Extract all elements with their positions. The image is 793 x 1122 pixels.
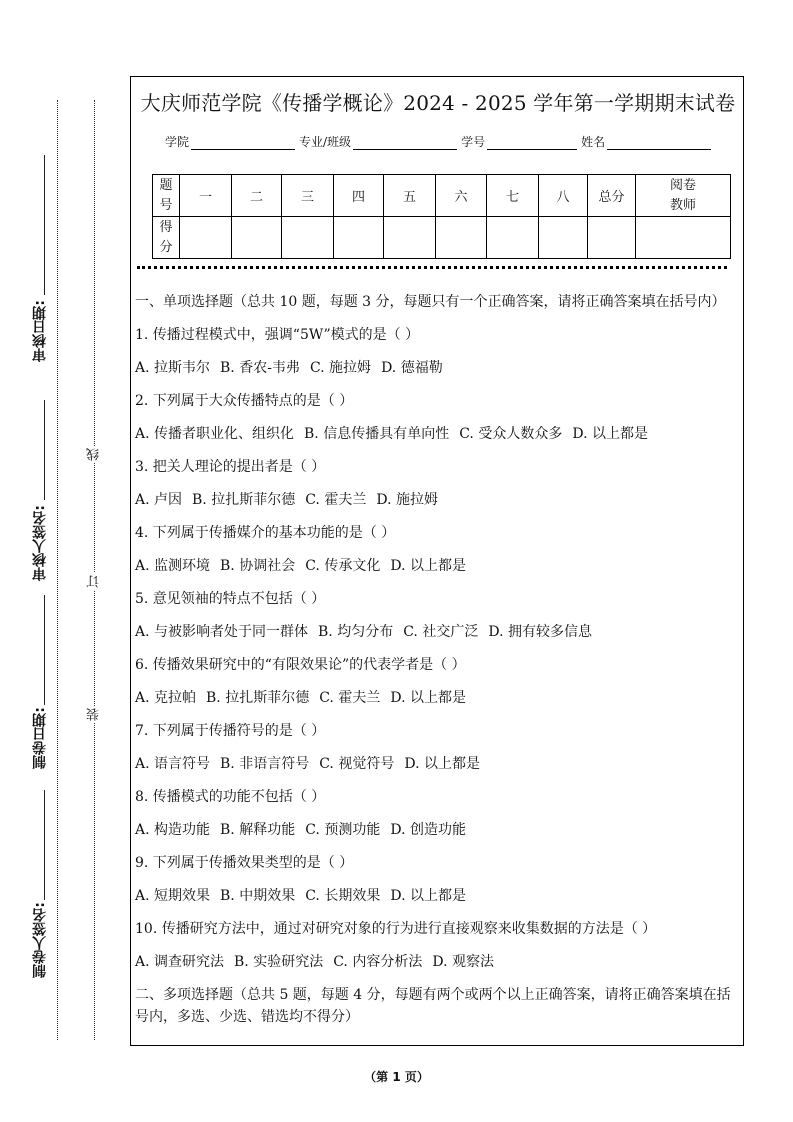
option: D. 施拉姆 <box>376 492 438 508</box>
exam-frame <box>130 76 744 1046</box>
option: A. 克拉帕 <box>135 690 197 706</box>
score-cell[interactable] <box>636 217 731 259</box>
option: B. 均匀分布 <box>318 624 394 640</box>
exam-title: 大庆师范学院《传播学概论》2024 - 2025 学年第一学期期末试卷 <box>140 91 736 115</box>
option: A. 拉斯韦尔 <box>135 360 211 376</box>
option: A. 监测环境 <box>135 558 211 574</box>
margin-dotted-line-inner <box>94 100 95 1040</box>
option: D. 以上都是 <box>390 690 466 706</box>
paper-date-underline <box>44 595 45 705</box>
section-1-heading: 一、单项选择题（总共 10 题，每题 3 分，每题只有一个正确答案，请将正确答案填在括号内） <box>135 294 726 310</box>
option: D. 拥有较多信息 <box>488 624 592 640</box>
question-content <box>135 291 741 1028</box>
score-table <box>152 174 731 259</box>
option: B. 解释功能 <box>220 822 296 838</box>
section-2-heading: 二、多项选择题（总共 5 题，每题 4 分，每题有两个或两个以上正确答案，请将正确答案填在括号内，多选、少选、错选均不得分） <box>135 987 731 1025</box>
paper-date-label: 制卷日期: <box>32 707 48 769</box>
option: A. 构造功能 <box>135 822 211 838</box>
score-col-3: 三 <box>282 175 334 217</box>
option: B. 实验研究法 <box>234 954 324 970</box>
binding-mark-bind: 装 <box>87 708 102 721</box>
college-field[interactable] <box>191 137 295 150</box>
option: A. 调查研究法 <box>135 954 225 970</box>
score-col-7: 七 <box>487 175 539 217</box>
reviewer-signature-label: 审核人签名: <box>32 505 48 581</box>
option: A. 传播者职业化、组织化 <box>135 426 295 442</box>
dotted-separator <box>137 266 727 269</box>
option: C. 预测功能 <box>305 822 381 838</box>
paper-author-underline <box>44 790 45 900</box>
score-table-lead-cell: 题 号 <box>153 175 180 217</box>
option: C. 受众人数众多 <box>459 426 563 442</box>
college-label: 学院 <box>165 135 190 149</box>
major-class-label: 专业/班级 <box>299 135 352 149</box>
option: D. 以上都是 <box>404 756 480 772</box>
question-3: 3. 把关人理论的提出者是（ ） <box>135 459 326 475</box>
question-8-options <box>135 819 741 841</box>
question-6-options <box>135 687 741 709</box>
question-10: 10. 传播研究方法中，通过对研究对象的行为进行直接观察来收集数据的方法是（ ） <box>135 921 657 937</box>
score-cell[interactable] <box>232 217 282 259</box>
question-7: 7. 下列属于传播符号的是（ ） <box>135 723 326 739</box>
question-9: 9. 下列属于传播效果类型的是（ ） <box>135 855 354 871</box>
option: C. 社交广泛 <box>403 624 479 640</box>
binding-mark-line: 线 <box>87 448 102 461</box>
option: B. 香农-韦弗 <box>220 360 300 376</box>
score-table-header-row <box>153 175 731 217</box>
question-4: 4. 下列属于传播媒介的基本功能的是（ ） <box>135 525 396 541</box>
question-8: 8. 传播模式的功能不包括（ ） <box>135 789 326 805</box>
option: B. 拉扎斯菲尔德 <box>206 690 310 706</box>
score-cell[interactable] <box>487 217 539 259</box>
question-1-options <box>135 357 741 379</box>
option: C. 霍夫兰 <box>319 690 381 706</box>
option: D. 以上都是 <box>572 426 648 442</box>
option: A. 卢因 <box>135 492 183 508</box>
score-col-4: 四 <box>334 175 384 217</box>
review-date-label: 审核日期: <box>32 300 48 362</box>
option: B. 中期效果 <box>220 888 296 904</box>
option: C. 霍夫兰 <box>305 492 367 508</box>
option: D. 创造功能 <box>390 822 466 838</box>
option: C. 内容分析法 <box>333 954 423 970</box>
score-col-1: 一 <box>180 175 232 217</box>
option: C. 长期效果 <box>305 888 381 904</box>
option: C. 施拉姆 <box>309 360 372 376</box>
option: D. 德福勒 <box>381 360 443 376</box>
score-table-score-row <box>153 217 731 259</box>
score-col-8: 八 <box>539 175 588 217</box>
question-7-options <box>135 753 741 775</box>
reviewer-signature-underline <box>44 400 45 500</box>
major-class-field[interactable] <box>353 137 457 150</box>
review-date-underline <box>44 155 45 295</box>
question-9-options <box>135 885 741 907</box>
paper-author-label: 制卷人签名: <box>32 902 48 978</box>
binding-mark-staple: 订 <box>87 575 102 588</box>
score-col-6: 六 <box>436 175 487 217</box>
score-row-lead-cell: 得 分 <box>153 217 180 259</box>
question-1: 1. 传播过程模式中，强调“5W”模式的是（ ） <box>135 327 420 343</box>
option: D. 以上都是 <box>390 558 466 574</box>
question-list <box>135 324 741 973</box>
score-cell[interactable] <box>588 217 636 259</box>
question-6: 6. 传播效果研究中的“有限效果论”的代表学者是（ ） <box>135 657 466 673</box>
question-2-options <box>135 423 741 445</box>
option: C. 视觉符号 <box>319 756 395 772</box>
page-number: （第 1 页） <box>364 1070 429 1084</box>
option: B. 信息传播具有单向性 <box>304 426 450 442</box>
question-3-options <box>135 489 741 511</box>
option: B. 拉扎斯菲尔德 <box>192 492 296 508</box>
option: A. 短期效果 <box>135 888 211 904</box>
question-10-options <box>135 951 741 973</box>
student-info-row <box>165 133 715 150</box>
score-cell[interactable] <box>384 217 436 259</box>
option: C. 传承文化 <box>305 558 381 574</box>
option: A. 与被影响者处于同一群体 <box>135 624 309 640</box>
score-col-grader: 阅卷 教师 <box>636 175 731 217</box>
score-cell[interactable] <box>180 217 232 259</box>
score-cell[interactable] <box>334 217 384 259</box>
student-id-field[interactable] <box>487 137 577 150</box>
option: B. 协调社会 <box>220 558 296 574</box>
option: B. 非语言符号 <box>220 756 310 772</box>
student-id-label: 学号 <box>461 135 486 149</box>
score-cell[interactable] <box>436 217 487 259</box>
option: D. 观察法 <box>432 954 494 970</box>
question-2: 2. 下列属于大众传播特点的是（ ） <box>135 393 354 409</box>
option: A. 语言符号 <box>135 756 211 772</box>
name-label: 姓名 <box>581 135 606 149</box>
option: D. 以上都是 <box>390 888 466 904</box>
score-col-total: 总分 <box>588 175 636 217</box>
score-col-5: 五 <box>384 175 436 217</box>
question-5-options <box>135 621 741 643</box>
score-cell[interactable] <box>282 217 334 259</box>
question-4-options <box>135 555 741 577</box>
name-field[interactable] <box>607 137 711 150</box>
score-col-2: 二 <box>232 175 282 217</box>
margin-dotted-line-outer <box>57 100 58 1040</box>
score-cell[interactable] <box>539 217 588 259</box>
question-5: 5. 意见领袖的特点不包括（ ） <box>135 591 326 607</box>
